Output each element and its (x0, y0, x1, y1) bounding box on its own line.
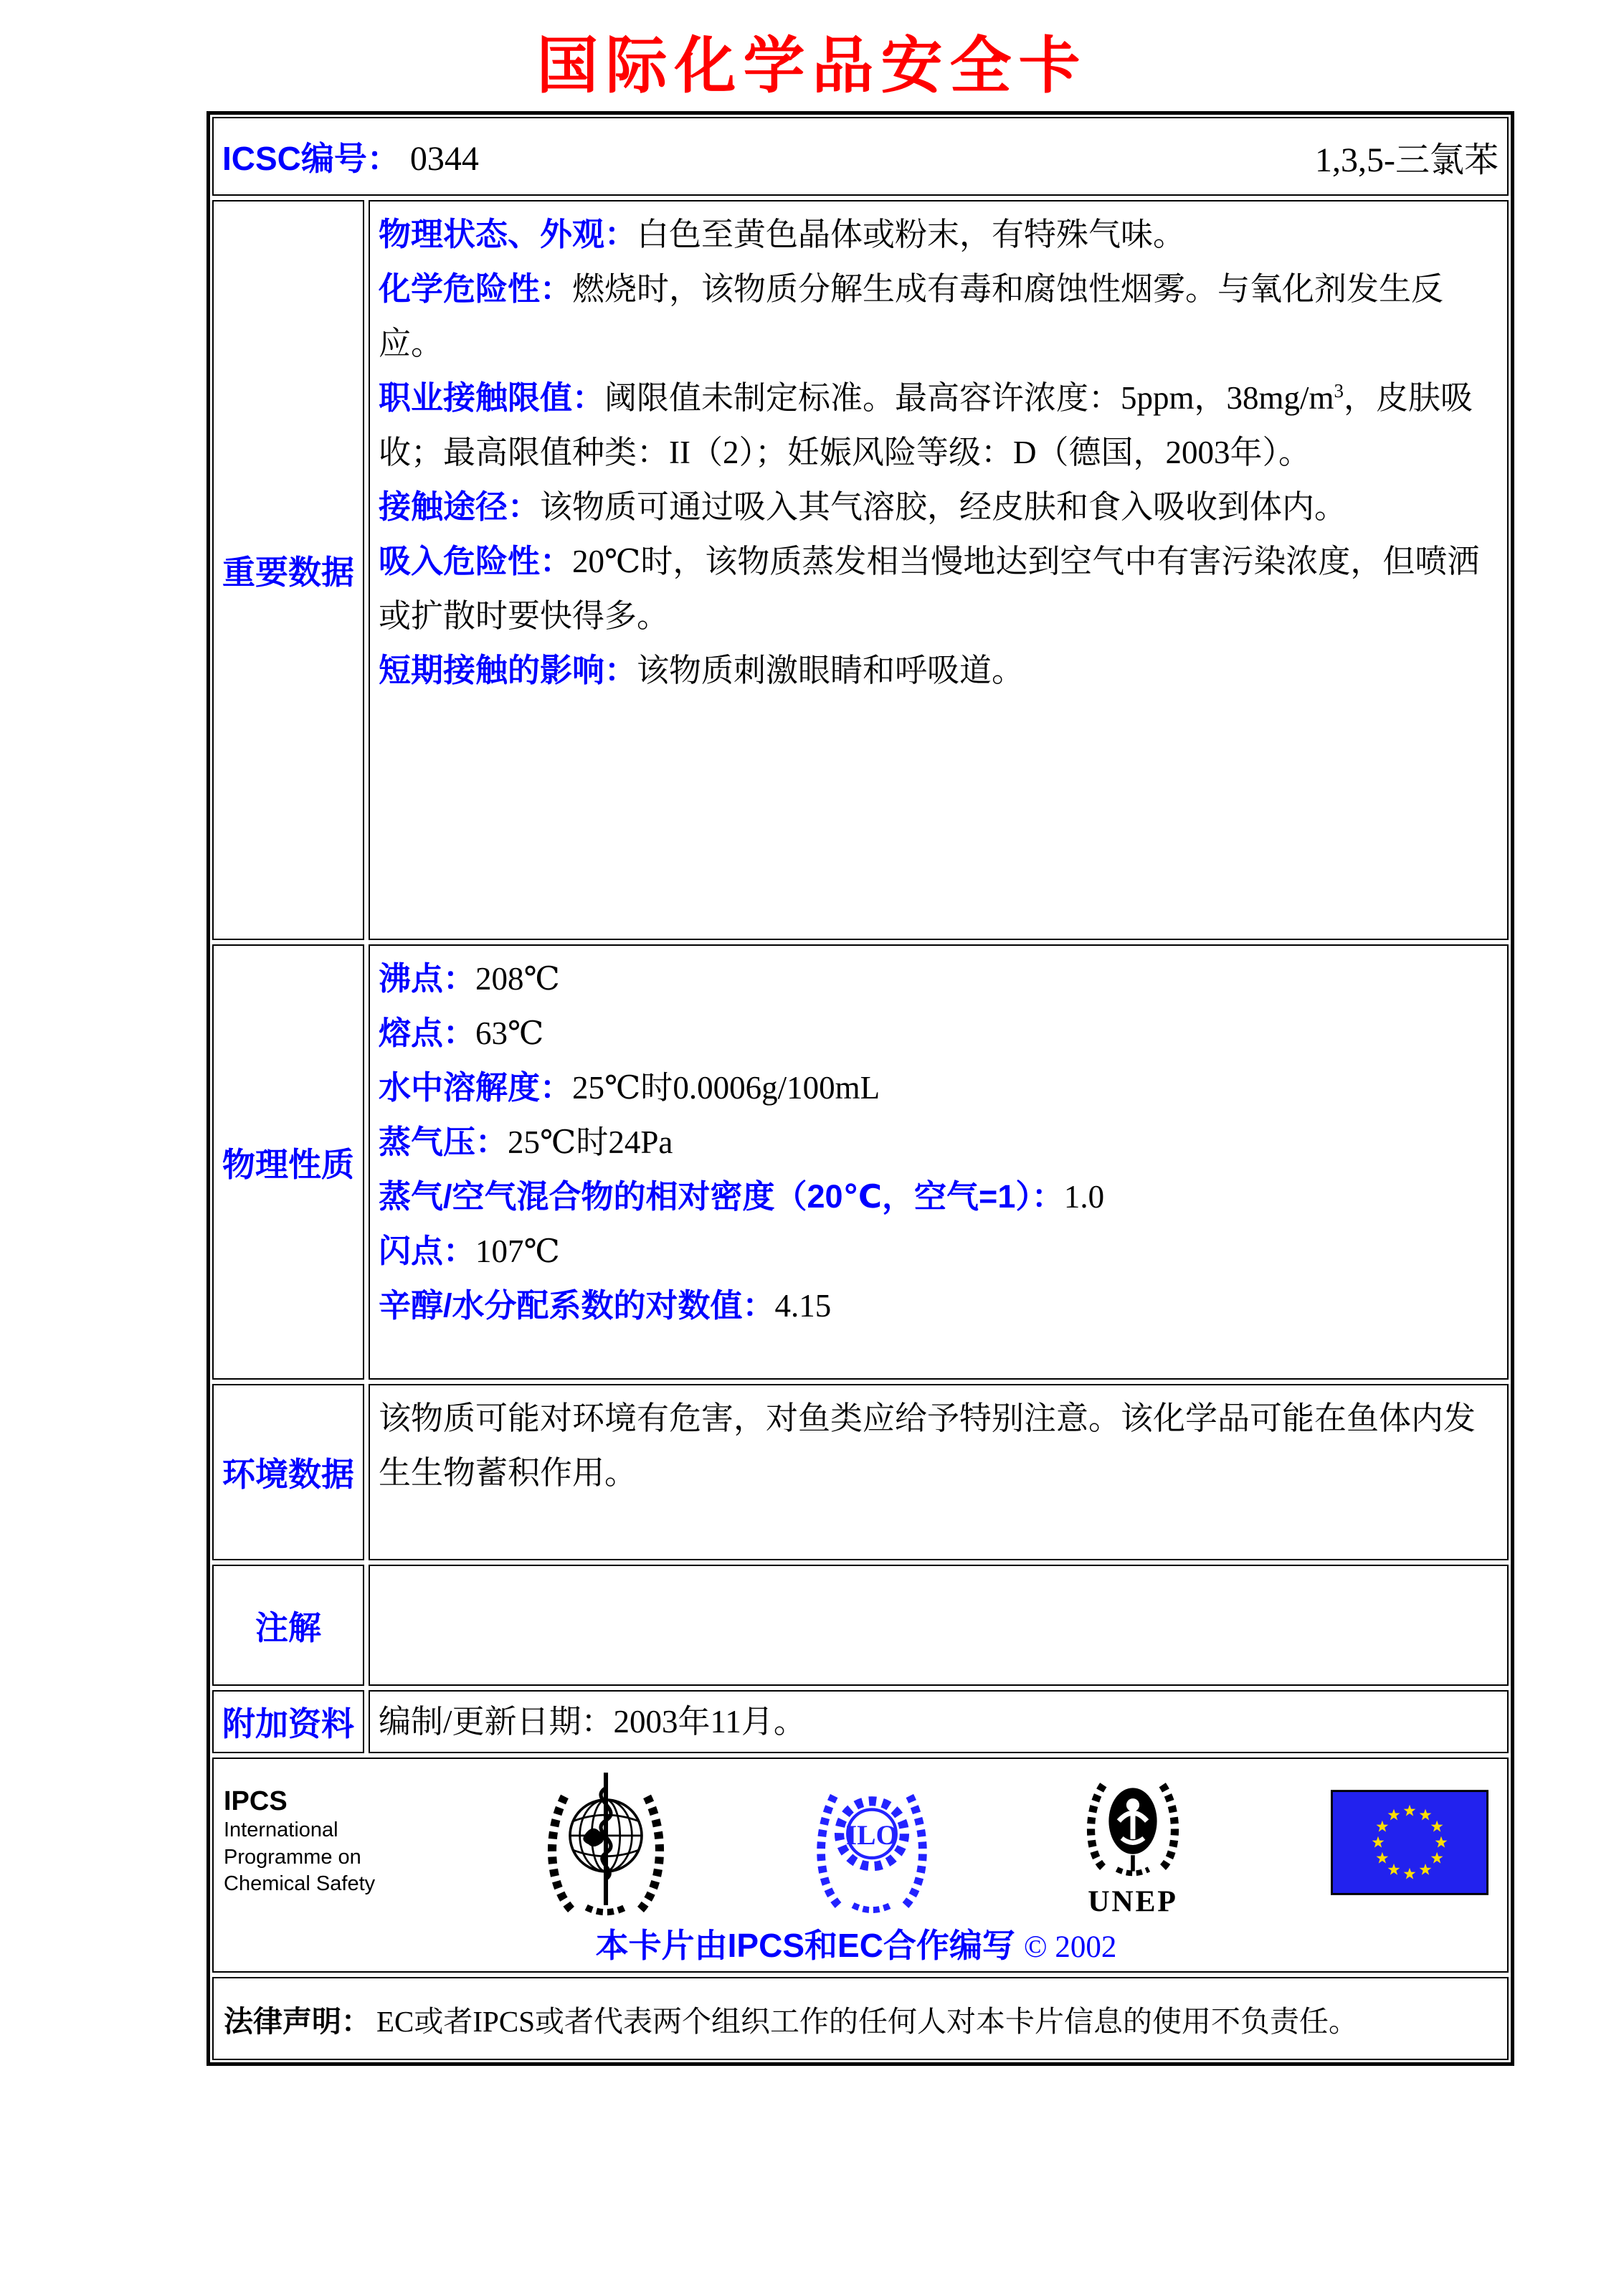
field-value: 白色至黄色晶体或粉末，有特殊气味。 (637, 217, 1186, 252)
field-value: 20℃时，该物质蒸发相当慢地达到空气中有害污染浓度，但喷洒或扩散时要快得多。 (379, 544, 1480, 634)
field-value: 该物质可通过吸入其气溶胶，经皮肤和食入吸收到体内。 (540, 489, 1347, 525)
field-paragraph (379, 1391, 1494, 1500)
section-label-physical: 物理性质 (212, 944, 364, 1380)
field-value: 燃烧时，该物质分解生成有毒和腐蚀性烟雾。与氧化剂发生反应。 (379, 271, 1444, 361)
field-label: 吸入危险性： (379, 543, 573, 579)
logo-strip (224, 1766, 1488, 1918)
chemical-name: 1,3,5-三氯苯 (1315, 141, 1499, 179)
ilo-monogram: ILO (845, 1818, 898, 1851)
ipcs-line-2: Programme on (224, 1845, 361, 1869)
logos-row (212, 1758, 1509, 1973)
field-value: 阈限值未制定标准。最高容许浓度：5ppm，38mg/m (604, 380, 1334, 416)
field-value: 该物质可能对环境有危害，对鱼类应给予特别注意。该化学品可能在鱼体内发生生物蓄积作用。 (379, 1400, 1476, 1491)
field-label: 沸点： (379, 960, 476, 997)
field-label: 辛醇/水分配系数的对数值： (379, 1287, 775, 1324)
field-label: 闪点： (379, 1233, 476, 1269)
ilo-logo (809, 1768, 935, 1916)
field-paragraph (379, 1061, 1494, 1115)
superscript: 3 (1334, 380, 1344, 402)
field-value: 1.0 (1063, 1179, 1105, 1215)
field-label: 水中溶解度： (379, 1069, 573, 1106)
field-paragraph (379, 1694, 1494, 1749)
field-value: 63℃ (475, 1015, 544, 1051)
field-paragraph (379, 207, 1494, 262)
field-paragraph (379, 371, 1494, 480)
eu-flag (1331, 1790, 1488, 1895)
field-value: 4.15 (774, 1288, 832, 1324)
field-value: 25℃时24Pa (508, 1124, 673, 1160)
field-label: 蒸气/空气混合物的相对密度（20℃，空气=1）： (379, 1178, 1064, 1215)
icsc-number-value: 0344 (409, 140, 479, 178)
page-title: 国际化学品安全卡 (536, 29, 1088, 102)
field-value: ，皮肤吸收；最高限值种类：II（2）；妊娠风险等级：D（德国，2003年）。 (379, 380, 1473, 470)
field-paragraph (379, 1279, 1494, 1333)
section-label-additional: 附加资料 (212, 1690, 364, 1753)
field-label: 蒸气压： (379, 1124, 508, 1160)
field-label: 熔点： (379, 1015, 476, 1051)
ipcs-line-1: International (224, 1818, 338, 1841)
cooperation-caption (224, 1920, 1488, 1967)
icsc-number-group (222, 133, 479, 180)
header-row (212, 117, 1509, 196)
section-label-notes: 注解 (212, 1565, 364, 1686)
field-value: 编制/更新日期：2003年11月。 (379, 1704, 806, 1740)
field-paragraph (379, 643, 1494, 698)
copyright-text: © 2002 (1023, 1930, 1117, 1964)
cooperation-caption-text: 本卡片由IPCS和EC合作编写 (595, 1927, 1015, 1964)
ipcs-text-block (224, 1786, 403, 1898)
unep-wordmark: UNEP (1088, 1885, 1178, 1918)
field-label: 短期接触的影响： (379, 652, 637, 688)
field-paragraph (379, 480, 1494, 534)
ipcs-line-3: Chemical Safety (224, 1872, 376, 1896)
unep-logo (1073, 1766, 1193, 1918)
field-paragraph (379, 1224, 1494, 1279)
field-paragraph (379, 952, 1494, 1006)
field-value: 208℃ (475, 961, 560, 997)
field-paragraph (379, 262, 1494, 371)
legal-row (212, 1977, 1509, 2060)
section-content-important (369, 200, 1509, 940)
field-label: 职业接触限值： (379, 379, 605, 416)
card-table (212, 117, 1509, 2060)
field-paragraph (379, 1006, 1494, 1061)
field-label: 物理状态、外观： (379, 216, 637, 252)
ipcs-acronym: IPCS (224, 1785, 288, 1816)
section-label-environment: 环境数据 (212, 1384, 364, 1560)
section-content-notes (369, 1565, 1509, 1686)
field-value: 107℃ (475, 1233, 560, 1269)
section-label-important: 重要数据 (212, 200, 364, 940)
field-value: 该物质刺激眼睛和呼吸道。 (637, 653, 1025, 688)
legal-text: EC或者IPCS或者代表两个组织工作的任何人对本卡片信息的使用不负责任。 (376, 2004, 1358, 2038)
icsc-number-label: ICSC编号： (222, 140, 400, 177)
section-content-physical (369, 944, 1509, 1380)
who-logo (541, 1768, 671, 1916)
legal-label: 法律声明： (224, 2004, 371, 2038)
icsc-card (206, 111, 1514, 2066)
field-paragraph (379, 1115, 1494, 1170)
section-content-environment (369, 1384, 1509, 1560)
field-paragraph (379, 534, 1494, 643)
field-label: 化学危险性： (379, 270, 573, 307)
section-content-additional (369, 1690, 1509, 1753)
field-paragraph (379, 1170, 1494, 1224)
field-value: 25℃时0.0006g/100mL (572, 1070, 880, 1106)
field-label: 接触途径： (379, 488, 541, 525)
